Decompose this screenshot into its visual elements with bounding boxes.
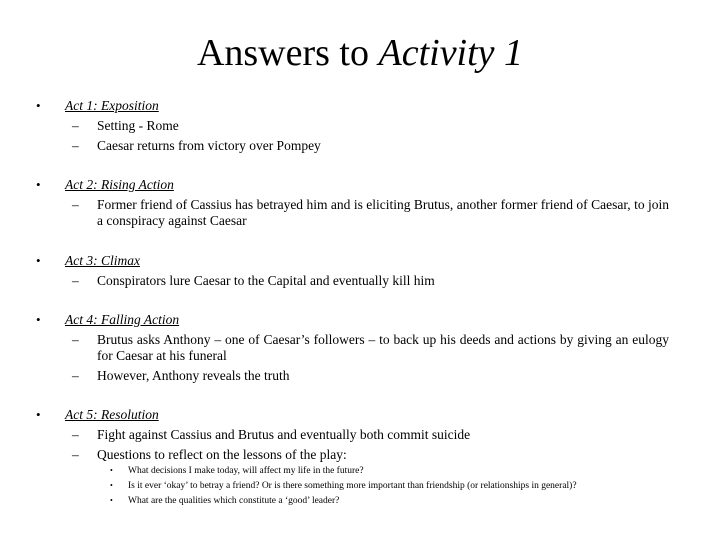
dash-icon: –	[72, 332, 79, 347]
act-5-point-1-text: Fight against Cassius and Brutus and eventually both commit suicide	[97, 427, 471, 442]
act-1-point-1-text: Setting - Rome	[97, 118, 179, 133]
small-bullet-icon: •	[110, 466, 113, 475]
act-2-point-1-text: Former friend of Cassius has betrayed him and is eliciting Brutus, another former friend of Caesar, to join a conspiracy against Caesar	[97, 197, 669, 228]
bullet-icon: •	[36, 253, 41, 268]
small-bullet-icon: •	[110, 496, 113, 505]
bullet-icon: •	[36, 312, 41, 327]
act-5-heading: Act 5: Resolution	[65, 407, 159, 422]
dash-icon: –	[72, 138, 79, 153]
act-1-heading: Act 1: Exposition	[65, 98, 159, 113]
dash-icon: –	[72, 447, 79, 462]
act-3-heading: Act 3: Climax	[65, 253, 140, 268]
bullet-icon: •	[36, 98, 41, 113]
reflection-question-1-text: What decisions I make today, will affect my life in the future?	[128, 466, 364, 476]
reflection-question-2-text: Is it ever ‘okay’ to betray a friend? Or is there something more important than friendship (or relationships in general)?	[128, 481, 577, 491]
dash-icon: –	[72, 273, 79, 288]
dash-icon: –	[72, 427, 79, 442]
dash-icon: –	[72, 197, 79, 212]
bullet-icon: •	[36, 407, 41, 422]
act-4-point-2-text: However, Anthony reveals the truth	[97, 368, 290, 383]
act-4-point-1-text: Brutus asks Anthony – one of Caesar’s followers – to back up his deeds and actions by giving an eulogy for Caesar at his funeral	[97, 332, 669, 363]
dash-icon: –	[72, 118, 79, 133]
act-1-point-2-text: Caesar returns from victory over Pompey	[97, 138, 321, 153]
act-2-heading: Act 2: Rising Action	[65, 177, 174, 192]
dash-icon: –	[72, 368, 79, 383]
act-4-heading: Act 4: Falling Action	[65, 312, 180, 327]
reflection-question-3-text: What are the qualities which constitute a ‘good’ leader?	[128, 496, 340, 506]
small-bullet-icon: •	[110, 481, 113, 490]
bullet-icon: •	[36, 177, 41, 192]
slide-title-italic: Activity 1	[378, 32, 524, 74]
act-3-point-1-text: Conspirators lure Caesar to the Capital and eventually kill him	[97, 273, 435, 288]
act-5-point-2-text: Questions to reflect on the lessons of the play:	[97, 447, 347, 462]
slide-title-plain: Answers to	[196, 32, 379, 74]
